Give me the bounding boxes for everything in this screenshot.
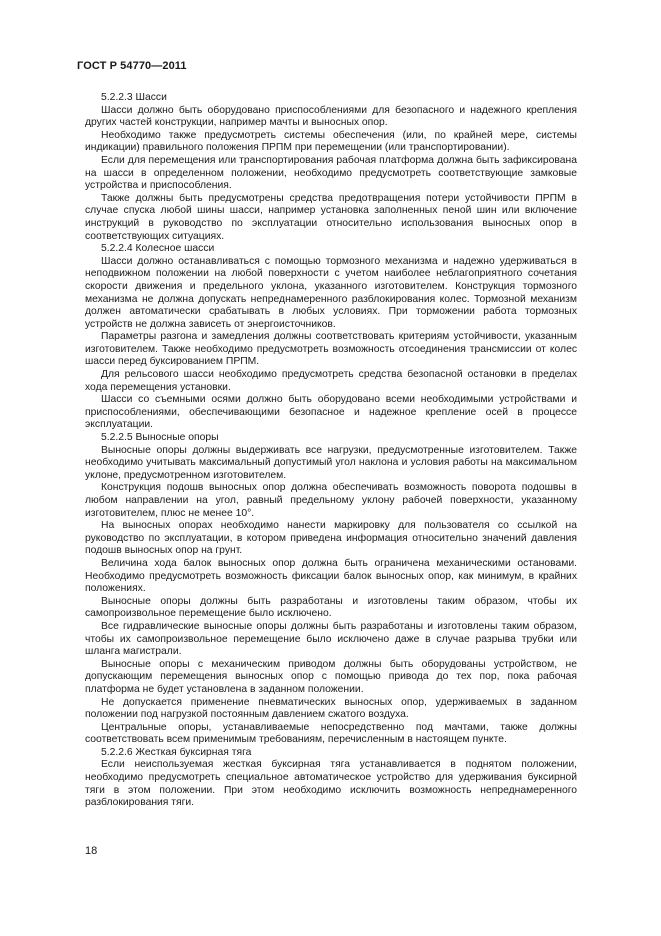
page-number: 18 [85, 845, 98, 857]
paragraph: Шасси должно быть оборудовано приспособлениями для безопасного и надежного крепления других частей конструкции, например мачты и выносных опор. [85, 104, 577, 129]
paragraph: Не допускается применение пневматических выносных опор, удерживаемых в заданном положении под нагрузкой постоянным давлением сжатого воздуха. [85, 696, 577, 721]
paragraph: Шасси со съемными осями должно быть оборудовано всеми необходимыми устройствами и приспособлениями, обеспечивающими безопасное и надежное крепление осей в процессе эксплуатации. [85, 394, 577, 431]
paragraph: Центральные опоры, устанавливаемые непосредственно под мачтами, также должны соответствовать всем применимым требованиям, перечисленным в настоящем пункте. [85, 721, 577, 746]
section-heading: 5.2.2.3 Шасси [101, 92, 167, 103]
paragraph: Выносные опоры с механическим приводом должны быть оборудованы устройством, не допускающим перемещения выносных опор с помощью привода до тех пор, пока рабочая платформа не будет установлена в заданном положении. [85, 658, 577, 695]
paragraph: На выносных опорах необходимо нанести маркировку для пользователя со ссылкой на руководство по эксплуатации, в котором приведена информация относительно значений давления подошв выносных опор на грунт. [85, 520, 577, 557]
paragraph: Параметры разгона и замедления должны соответствовать критериям устойчивости, указанным изготовителем. Также необходимо предусмотреть возможность отсоединения трансмиссии от колес шасси перед буксированием ПРПМ. [85, 331, 577, 368]
paragraph: Если неиспользуемая жесткая буксирная тяга устанавливается в поднятом положении, необходимо предусмотреть специальное автоматическое устройство для удерживания буксирной тяги в этом положении. При этом необходимо исключить возможность непреднамеренного разблокирования тяги. [85, 759, 577, 809]
paragraph: Конструкция подошв выносных опор должна обеспечивать возможность поворота подошвы в любом направлении на угол, равный предельному уклону рабочей поверхности, указанному изготовителем, плюс не менее 10°. [85, 482, 577, 519]
section-heading: 5.2.2.5 Выносные опоры [101, 432, 219, 444]
paragraph: Необходимо также предусмотреть системы обеспечения (или, по крайней мере, системы индикации) правильного положения ПРПМ при перемещении (или транспортировании). [85, 129, 577, 154]
paragraph: Если для перемещения или транспортирования рабочая платформа должна быть зафиксирована на шасси в определенном положении, необходимо предусмотреть соответствующие замковые устройства и приспособления. [85, 154, 577, 192]
paragraph: Для рельсового шасси необходимо предусмотреть средства безопасной остановки в пределах хода перемещения установки. [85, 369, 577, 393]
document-body [85, 92, 577, 810]
paragraph: Выносные опоры должны выдерживать все нагрузки, предусмотренные изготовителем. Также необходимо учитывать максимальный допустимый угол наклона и условия работы на максимальном уклоне, предусмотренном изготовителем. [85, 444, 577, 481]
document-header: ГОСТ Р 54770—2011 [77, 60, 187, 72]
paragraph: Шасси должно останавливаться с помощью тормозного механизма и надежно удерживаться в неподвижном положении на любой поверхности с учетом наиболее неблагоприятного сочетания скорости движения и предельного уклона, указанного изготовителем. Конструкция тормозного механизма не должна допускать непреднамеренного разблокирования колес. Тормозной механизм должен автоматически срабатывать в любых условиях. При торможении работа тормозных устройств не должна зависеть от энергоисточников. [85, 255, 577, 330]
paragraph: Выносные опоры должны быть разработаны и изготовлены таким образом, чтобы их самопроизвольное перемещение было исключено. [85, 595, 577, 620]
paragraph: Также должны быть предусмотрены средства предотвращения потери устойчивости ПРПМ в случае спуска любой шины шасси, например установка заполненных пеной шин или включение инструкций в руководство по эксплуатации относительно использования выносных опор в соответствующих ситуациях. [85, 192, 577, 242]
paragraph: Все гидравлические выносные опоры должны быть разработаны и изготовлены таким образом, чтобы их самопроизвольное перемещение было исключено даже в случае разрыва трубки или шланга магистрали. [85, 620, 577, 658]
paragraph: Величина хода балок выносных опор должна быть ограничена механическими остановами. Необходимо предусмотреть возможность фиксации балок выносных опор, как минимум, в крайних положениях. [85, 557, 577, 595]
section-heading: 5.2.2.4 Колесное шасси [101, 243, 215, 255]
section-heading: 5.2.2.6 Жесткая буксирная тяга [101, 746, 252, 758]
